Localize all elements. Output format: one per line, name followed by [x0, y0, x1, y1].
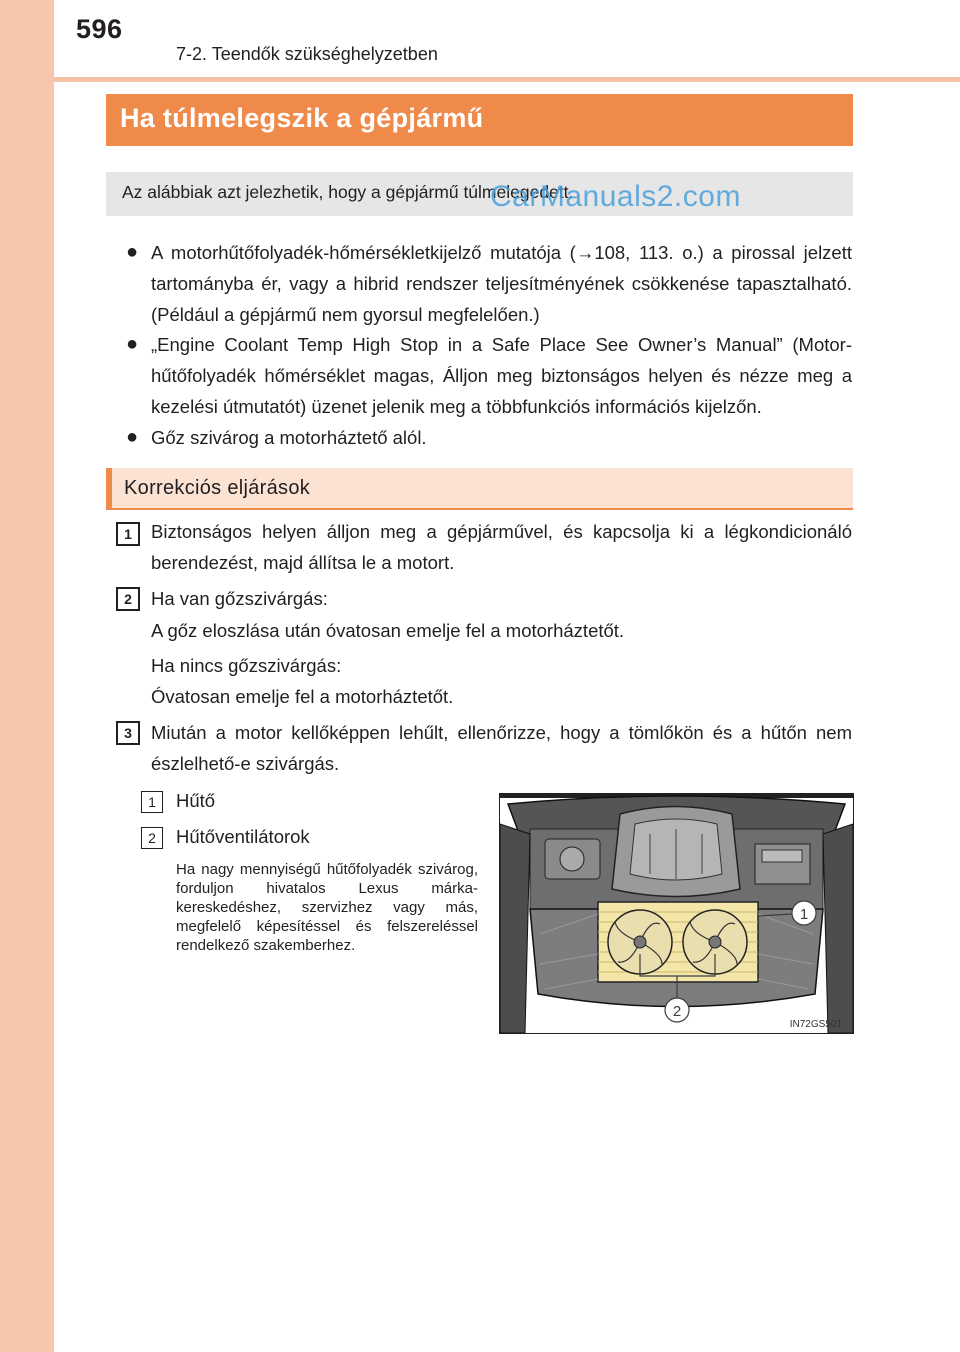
bullet-text: A motorhűtőfolyadék-hőmérsékletkijelző mutatója (→108, 113. o.) a pirossal jelzett tartományba ér, vagy a hibrid rendszer teljesítményének csökkenése tapasztalható. (Például a gépjármű nem gyorsul megfelelően.) — [151, 242, 852, 325]
legend-number: 2 — [141, 827, 163, 849]
bullet-icon: ● — [126, 426, 139, 448]
bullet-text: „Engine Coolant Temp High Stop in a Safe Place See Owner’s Manual” (Motorhűtőfolyadék hőmérséklet magas, Álljon meg biztonságos helyen és nézze meg a kezelési útmutatót) üzenet jelenik meg a többfunkciós információs kijelzőn. — [151, 334, 852, 417]
page-sidebar — [0, 0, 54, 1352]
step-number: 1 — [116, 522, 140, 546]
page-title: Ha túlmelegszik a gépjármű — [120, 103, 484, 133]
intro-box — [106, 172, 853, 216]
step-number: 3 — [116, 721, 140, 745]
engine-figure — [499, 793, 854, 1034]
step-text: Miután a motor kellőképpen lehűlt, ellenőrizze, hogy a tömlőkön és a hűtőn nem észlelhető-e szivárgás. — [151, 722, 852, 774]
engine-illustration — [500, 794, 853, 1033]
step-text: Biztonságos helyen álljon meg a gépjárművel, és kapcsolja ki a légkondicionáló berendezést, majd állítsa le a motort. — [151, 521, 852, 573]
section-header: 7-2. Teendők szükséghelyzetben — [176, 44, 438, 64]
legend-label: Hűtő — [176, 790, 216, 811]
title-bar — [106, 94, 853, 146]
bullet-item — [126, 237, 852, 330]
bullet-item — [126, 422, 852, 453]
header-rule — [54, 77, 960, 82]
figure-code: IN72GS501 — [789, 1019, 842, 1030]
page-number: 596 — [76, 14, 123, 44]
intro-text: Az alábbiak azt jelezhetik, hogy a gépjármű túlmelegedett. — [122, 182, 574, 202]
legend-number: 1 — [141, 791, 163, 813]
step-text: Óvatosan emelje fel a motorháztetőt. — [151, 686, 454, 707]
step-text: A gőz eloszlása után óvatosan emelje fel a motorháztetőt. — [151, 620, 625, 641]
subsection-bar — [106, 468, 853, 510]
step-text: Ha van gőzszivárgás: — [151, 588, 328, 609]
bullet-item — [126, 329, 852, 422]
note-text: Ha nagy mennyiségű hűtőfolyadék szivárog, forduljon hivatalos Lexus márkakereskedéshez, szervizhez vagy más, megfelelő képesítéssel és felszereléssel rendelkező szakemberhez. — [176, 861, 478, 954]
callout-1: 1 — [799, 906, 809, 923]
subsection-rule — [106, 508, 853, 510]
bullet-icon: ● — [126, 333, 139, 355]
watermark: CarManuals2.com — [490, 180, 741, 213]
step-number: 2 — [116, 587, 140, 611]
bullet-text: Gőz szivárog a motorháztető alól. — [151, 427, 427, 448]
subsection-accent — [106, 468, 112, 510]
step-text: Ha nincs gőzszivárgás: — [151, 655, 342, 676]
callout-2: 2 — [672, 1003, 682, 1020]
subsection-title: Korrekciós eljárások — [124, 477, 311, 499]
bullet-icon: ● — [126, 241, 139, 263]
legend-label: Hűtőventilátorok — [176, 826, 310, 847]
